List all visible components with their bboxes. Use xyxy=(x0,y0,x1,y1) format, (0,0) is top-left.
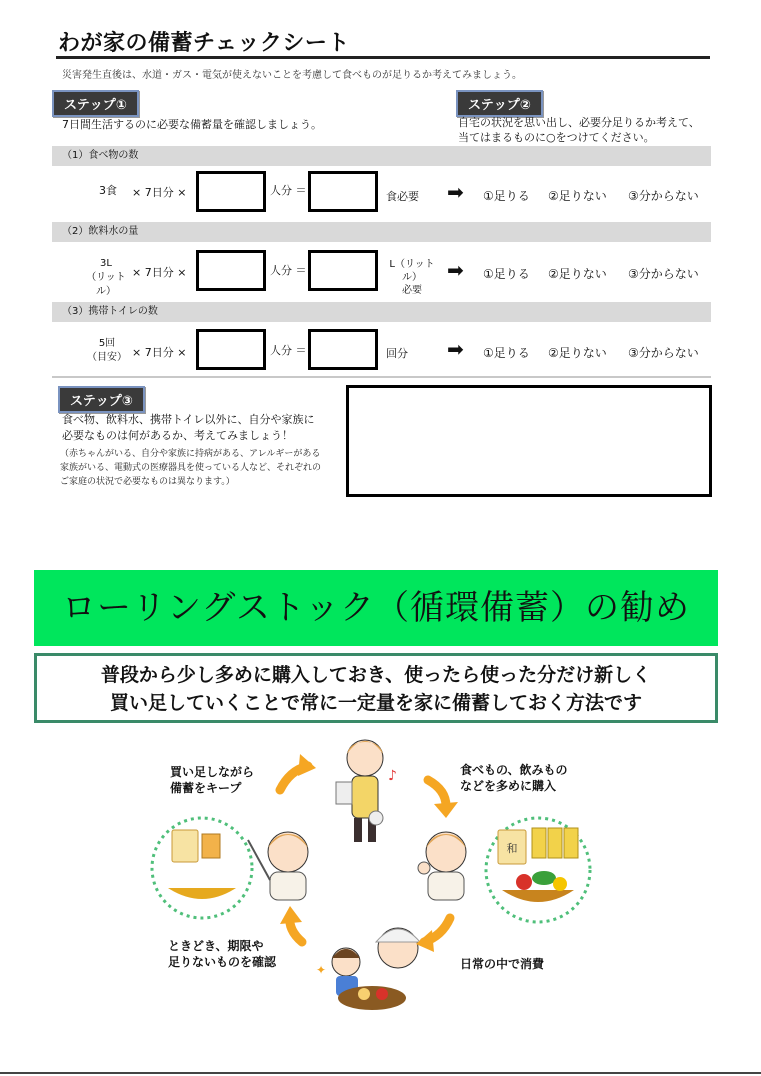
cycle-arrow-head-icon xyxy=(434,802,458,818)
step3-answer-box[interactable] xyxy=(346,385,712,497)
caption-buy-extra-line1: 食べもの、飲みもの xyxy=(460,763,568,777)
water-total-input[interactable] xyxy=(308,250,378,291)
step1-text: 7日間生活するのに必要な備蓄量を確認しましょう。 xyxy=(62,118,322,131)
step3-note-line1: （赤ちゃんがいる、自分や家族に持病がある、アレルギーがある xyxy=(60,449,321,459)
section-divider xyxy=(52,376,711,378)
section-toilet: （3）携帯トイレの数 xyxy=(52,302,711,322)
water-qty-line2: （リットル） xyxy=(86,272,126,297)
step2-text xyxy=(458,115,700,145)
meal-tray-icon xyxy=(338,986,406,1010)
caption-keep-stock-line1: 買い足しながら xyxy=(170,765,255,779)
right-arrow-icon: ➡ xyxy=(447,337,464,361)
toilet-qty-line2: （目安） xyxy=(87,352,127,363)
step3-note xyxy=(60,447,321,489)
page-bottom-rule xyxy=(0,1072,761,1074)
stock-circle-left xyxy=(152,818,252,918)
step3-text xyxy=(62,412,314,444)
toilet-qty-label xyxy=(84,337,130,365)
step2-badge: ステップ② xyxy=(456,90,543,117)
food-choice-not-enough[interactable]: ②足りない xyxy=(548,189,607,203)
water-choice-not-enough[interactable]: ②足りない xyxy=(548,267,607,281)
sparkle-icon: ✦ xyxy=(316,963,327,977)
caption-buy-extra xyxy=(460,762,568,794)
section-food: （1）食べ物の数 xyxy=(52,146,711,166)
toilet-persons-input[interactable] xyxy=(196,329,266,370)
vegetable-icon xyxy=(532,871,556,885)
step2-text-line2: 当てはまるものに○をつけてください。 xyxy=(458,131,655,144)
checker-face-icon xyxy=(268,832,308,872)
cycle-arrow-head-icon xyxy=(298,754,316,776)
title-underline xyxy=(56,56,710,59)
toilet-choice-not-enough[interactable]: ②足りない xyxy=(548,346,607,360)
intro-text: 災害発生直後は、水道・ガス・電気が使えないことを考慮して食べものが足りるか考えてみましょう。 xyxy=(62,70,522,81)
water-qty-label xyxy=(80,257,132,299)
buyer-face-icon xyxy=(426,832,466,872)
shopping-bag-icon xyxy=(369,811,383,825)
step3-badge: ステップ③ xyxy=(58,386,145,413)
cycle-arrow-head-icon xyxy=(280,906,302,924)
toilet-choice-enough[interactable]: ①足りる xyxy=(483,346,530,360)
corn-icon xyxy=(553,877,567,891)
sheet-title: わが家の備蓄チェックシート xyxy=(58,31,350,56)
step3-text-line1: 食べ物、飲料水、携帯トイレ以外に、自分や家族に xyxy=(62,413,315,426)
caption-check-expiry-line1: ときどき、期限や xyxy=(168,939,264,953)
food-qty-label xyxy=(88,184,128,198)
food-choice-unknown[interactable]: ③分からない xyxy=(628,189,699,203)
step3-note-line2: 家族がいる、電動式の医療器具を使っている人など、それぞれの xyxy=(60,463,322,473)
rolling-desc-line2: 買い足していくことで常に一定量を家に備蓄しておく方法です xyxy=(109,692,642,714)
caption-daily-consume: 日常の中で消費 xyxy=(460,957,545,971)
water-choice-enough[interactable]: ①足りる xyxy=(483,267,530,281)
food-persons-text: 人分 ＝ xyxy=(270,184,307,197)
caption-check-expiry xyxy=(168,938,276,970)
step2-text-line1: 自宅の状況を思い出し、必要分足りるか考えて、 xyxy=(458,116,700,129)
buyer-body-icon xyxy=(428,872,464,900)
food-result-line1: 食必要 xyxy=(386,190,419,203)
music-note-icon: ♪ xyxy=(388,768,397,784)
food-plate-icon xyxy=(358,988,370,1000)
right-arrow-icon: ➡ xyxy=(447,258,464,282)
can-icon xyxy=(564,828,578,858)
toilet-days-text: × 7日分 × xyxy=(132,346,187,359)
right-arrow-icon: ➡ xyxy=(447,180,464,204)
toilet-result-line1: 回分 xyxy=(386,347,408,360)
water-qty-line1: 3L xyxy=(100,258,112,269)
can-icon xyxy=(548,828,562,858)
pack-label: 和 xyxy=(506,842,518,855)
chef-cap-icon xyxy=(376,929,420,942)
food-days-text: × 7日分 × xyxy=(132,186,187,199)
caption-keep-stock xyxy=(170,764,254,796)
ok-hand-icon xyxy=(418,862,430,874)
food-pack-icon xyxy=(172,830,198,862)
food-persons-input[interactable] xyxy=(196,171,266,212)
caption-buy-extra-line2: などを多めに購入 xyxy=(460,779,557,793)
water-days-text: × 7日分 × xyxy=(132,266,187,279)
food-plate-icon xyxy=(376,988,388,1000)
tomato-icon xyxy=(516,874,532,890)
can-icon xyxy=(532,828,546,858)
toilet-persons-text: 人分 ＝ xyxy=(270,344,307,357)
cycle-arrow-icon xyxy=(428,780,446,806)
water-persons-input[interactable] xyxy=(196,250,266,291)
step3-text-line2: 必要なものは何があるか、考えてみましょう！ xyxy=(62,429,293,442)
basket-icon xyxy=(502,890,574,902)
rolling-stock-description xyxy=(34,653,718,723)
water-result-text xyxy=(384,258,440,297)
pointer-icon xyxy=(248,840,270,880)
shopping-bag-icon xyxy=(336,782,352,804)
can-icon xyxy=(202,834,220,858)
food-total-input[interactable] xyxy=(308,171,378,212)
basket-icon xyxy=(168,888,236,899)
rolling-desc-line1: 普段から少し多めに購入しておき、使ったら使った分だけ新しく xyxy=(100,664,652,686)
section-water: （2）飲料水の量 xyxy=(52,222,711,242)
toilet-choice-unknown[interactable]: ③分からない xyxy=(628,346,699,360)
caption-keep-stock-line2: 備蓄をキープ xyxy=(170,781,242,795)
caption-check-expiry-line2: 足りないものを確認 xyxy=(168,955,277,969)
shopper-face-icon xyxy=(347,740,383,776)
food-result-text xyxy=(386,188,436,204)
water-choice-unknown[interactable]: ③分からない xyxy=(628,267,699,281)
shopper-leg-icon xyxy=(354,818,362,842)
step1-badge: ステップ① xyxy=(52,90,139,117)
food-qty-line1: 3食 xyxy=(99,184,117,197)
child-hair-icon xyxy=(332,949,360,958)
rolling-stock-banner: ローリングストック（循環備蓄）の勧め xyxy=(34,570,718,646)
food-choice-enough[interactable]: ①足りる xyxy=(483,189,530,203)
water-result-line1: L（リットル） xyxy=(389,259,435,283)
toilet-total-input[interactable] xyxy=(308,329,378,370)
toilet-result-text xyxy=(386,345,436,361)
checker-body-icon xyxy=(270,872,306,900)
water-result-line2: 必要 xyxy=(402,285,422,296)
water-persons-text: 人分 ＝ xyxy=(270,264,307,277)
step3-note-line3: ご家庭の状況で必要なものは異なります。） xyxy=(60,477,235,487)
toilet-qty-line1: 5回 xyxy=(98,338,116,349)
